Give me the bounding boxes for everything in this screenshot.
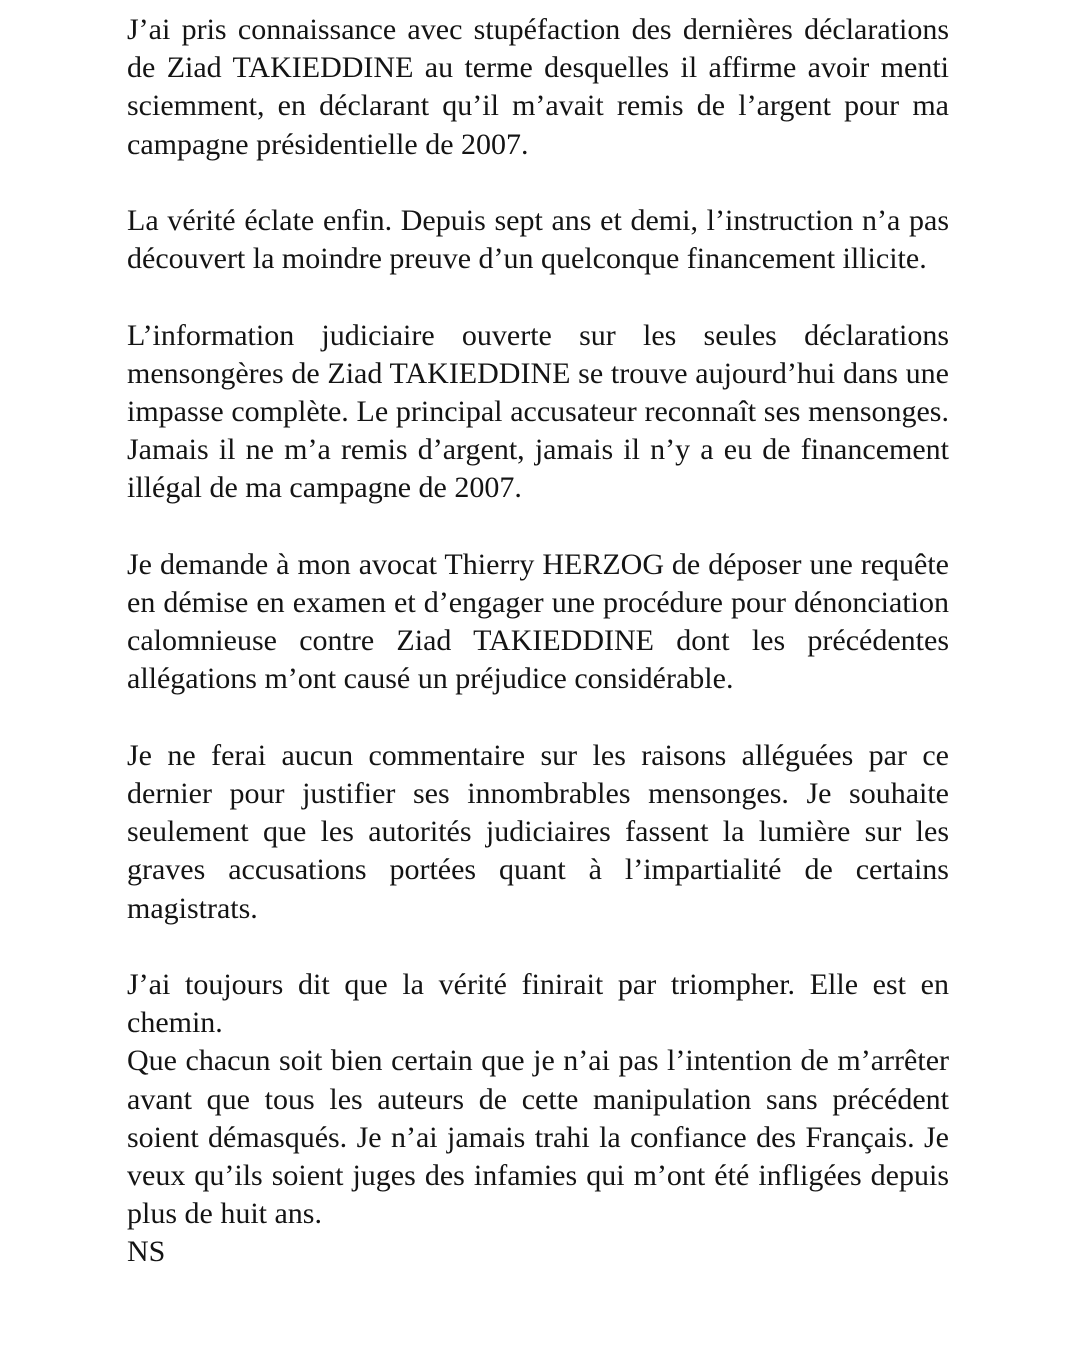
paragraph-judicial-information: L’information judiciaire ouverte sur les seules déclarations mensongères de Ziad TAKIEDDINE se trouve aujourd’hui dans une impasse complète. Le principal accusateur reconnaît ses mensonges. Jamais il ne m’a remis d’argent, jamais il n’y a eu de financement illégal de ma campagne de 2007. [127, 318, 949, 505]
statement-document [127, 11, 949, 1272]
paragraph-truth-will-triumph: J’ai toujours dit que la vérité finirait par triompher. Elle est en chemin. [127, 968, 949, 1040]
paragraph-lawyer-request: Je demande à mon avocat Thierry HERZOG de déposer une requête en démise en examen et d’engager une procédure pour dénonciation calomnieuse contre Ziad TAKIEDDINE dont les précédentes allégations m’ont causé un préjudice considérable. [127, 547, 949, 696]
signature: NS [127, 1235, 166, 1269]
paragraph-no-comment: Je ne ferai aucun commentaire sur les raisons alléguées par ce dernier pour justifier ses innombrables mensonges. Je souhaite seulement que les autorités judiciaires fassent la lumière sur les graves accusations portées quant à l’impartialité de certains magistrats. [127, 738, 949, 925]
paragraph-takieddine-declarations: J’ai pris connaissance avec stupéfaction des dernières déclarations de Ziad TAKIEDDINE au terme desquelles il affirme avoir menti sciemment, en déclarant qu’il m’avait remis de l’argent pour ma campagne présidentielle de 2007. [127, 13, 949, 161]
paragraph-truth-emerges: La vérité éclate enfin. Depuis sept ans et demi, l’instruction n’a pas découvert la moindre preuve d’un quelconque financement illicite. [127, 204, 949, 276]
paragraph-closing-intent: Que chacun soit bien certain que je n’ai pas l’intention de m’arrêter avant que tous les auteurs de cette manipulation sans précédent soient démasqués. Je n’ai jamais trahi la confiance des Français. Je veux qu’ils soient juges des infamies qui m’ont été infligées depuis plus de huit ans. [127, 1044, 949, 1231]
